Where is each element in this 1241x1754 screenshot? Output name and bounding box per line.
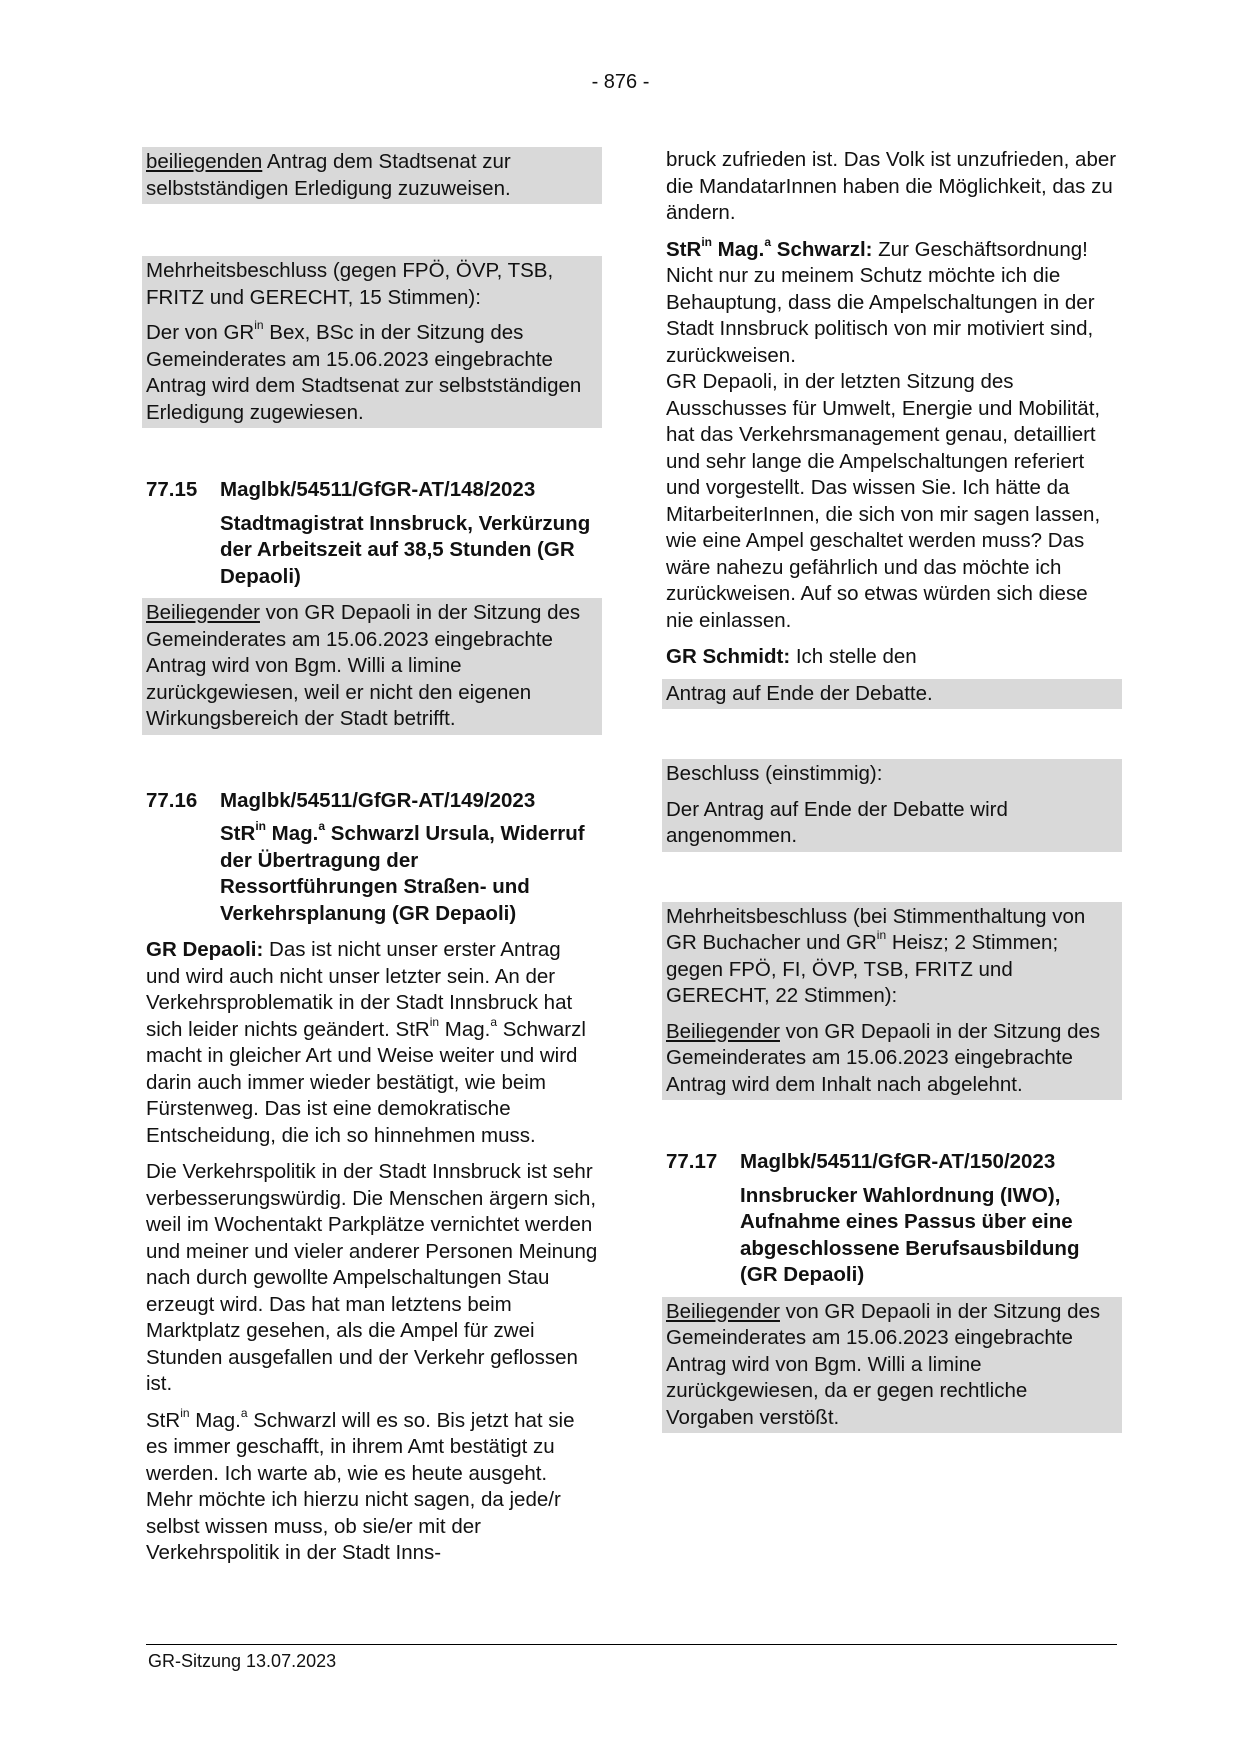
decision-text [666,1299,1118,1432]
superscript: in [429,1014,440,1029]
resolution-heading: Beschluss (einstimmig): [666,762,883,785]
speech-paragraph [666,644,1118,671]
item-number: 77.15 [146,478,198,501]
item-heading [146,477,598,504]
resolution-text [666,1019,1118,1099]
motion-box [142,147,602,204]
underlined-word: beiliegenden [146,150,263,173]
motion-text: Antrag auf Ende der Debatte. [666,681,933,705]
item-code: Maglbk/54511/GfGR-AT/150/2023 [740,1150,1056,1173]
superscript: a [490,1014,498,1029]
text-part: Heisz; 2 Stimmen; gegen FPÖ, FI, ÖVP, TSB, FRITZ und GERECHT, 22 Stimmen): [666,931,1059,1007]
decision-box [662,1297,1122,1434]
motion-text [146,149,598,202]
superscript: a [240,1405,248,1420]
speech-paragraph: bruck zufrieden ist. Das Volk ist unzufrieden, aber die MandatarInnen haben die Möglichkeit, das zu ändern. [666,148,1117,224]
text-part: StR [220,822,256,845]
footer-text: GR-Sitzung 13.07.2023 [148,1651,337,1671]
page-number: - 876 - [591,71,650,93]
item-code: Maglbk/54511/GfGR-AT/149/2023 [220,788,536,812]
resolution-box [662,759,1122,852]
text-part: Schwarzl Ursula, Widerruf der Übertragung der Ressortführungen Straßen- und Verkehrsplanung (GR Depaoli) [220,822,585,925]
speech-paragraph [666,234,1118,370]
speech-paragraph [146,1405,598,1567]
superscript: in [701,234,712,249]
text-part: Mehrheitsbeschluss (bei Stimmenthaltung von GR Buchacher und GR [666,904,1086,954]
text-part: von GR Depaoli in der Sitzung des Gemeinderates am 15.06.2023 eingebrachte Antrag wird dem Inhalt nach abgelehnt. [666,1019,1101,1096]
resolution-heading: Mehrheitsbeschluss (gegen FPÖ, ÖVP, TSB, FRITZ und GERECHT, 15 Stimmen): [146,259,554,309]
speaker [666,234,873,261]
text-part: Ich stelle den [790,645,917,668]
text-part: Mag. [265,822,319,845]
motion-box [662,679,1122,710]
resolution-text [146,320,598,426]
superscript: a [764,234,772,249]
item-title [220,821,598,927]
text-part: Das ist nicht unser erster Antrag und wird auch nicht unser letzter sein. An der Verkehrsproblematik in der Stadt Innsbruck hat sich leider nichts geändert. StR [146,938,573,1041]
resolution-box [142,256,602,428]
decision-rest: von GR Depaoli in der Sitzung des Gemeinderates am 15.06.2023 eingebrachte Antrag wird von Bgm. Willi a limine zurückgewiesen, weil er nicht den eigenen Wirkungsbereich der Stadt betrifft. [146,601,581,730]
speaker: GR Schmidt: [666,645,791,668]
item-number: 77.17 [666,1150,718,1173]
underlined-word: Beiliegender [666,1299,780,1323]
text-part: Zur Geschäftsordnung! Nicht nur zu meinem Schutz möchte ich die Behauptung, dass die Ampelschaltungen in der Stadt Innsbruck politisch von mir motiviert sind, zurückweisen. [666,237,1095,367]
item-number: 77.16 [146,788,198,812]
underlined-word: Beiliegender [666,1019,780,1043]
agenda-item-77-16 [146,788,598,1567]
speech-paragraph: GR Depaoli, in der letzten Sitzung des Ausschusses für Umwelt, Energie und Mobilität, hat das Verkehrsmanagement genau, detailliert und sehr lange die Ampelschaltungen referiert und vorgestellt. Das wissen Sie. Ich hätte da MitarbeiterInnen, die sich von mir sagen lassen, wie eine Ampel geschaltet werden muss? Das wäre nahezu gefährlich und das möchte ich zurückweisen. Auf so etwas würden sich diese nie einlassen. [666,370,1101,632]
left-column [146,147,598,1567]
motion-rest: Antrag dem Stadtsenat zur selbstständigen Erledigung zuzuweisen. [146,150,511,200]
text-part: Mag. [439,1017,491,1041]
item-title: Innsbrucker Wahlordnung (IWO), Aufnahme eines Passus über eine abgeschlossene Berufsausbildung (GR Depaoli) [740,1183,1080,1286]
footer-divider [146,1644,1117,1645]
right-column [666,147,1118,1433]
text-part: Schwarzl macht in gleicher Art und Weise weiter und wird darin auch immer wieder bestätigt, wie beim Fürstenweg. Das ist eine demokratische Entscheidung, die ich so hinnehmen muss. [146,1017,586,1147]
item-code: Maglbk/54511/GfGR-AT/148/2023 [220,478,536,501]
text-part: StR [146,1408,181,1432]
superscript: in [876,928,887,943]
speech-paragraph [146,937,598,1149]
text-part: Mag. [189,1408,241,1432]
decision-box [142,598,602,735]
speech-paragraph: Die Verkehrspolitik in der Stadt Innsbruck ist sehr verbesserungswürdig. Die Menschen ärgern sich, weil im Wochentakt Parkplätze vernichtet werden und meiner und vieler anderer Personen Meinung nach durch gewollte Ampelschaltungen Stau erzeugt wird. Das hat man letztens beim Marktplatz gesehen, als die Ampel für zwei Stunden ausgefallen und der Verkehr geflossen ist. [146,1160,598,1395]
superscript: in [180,1405,190,1420]
underlined-word: Beiliegender [146,601,260,624]
decision-text [146,600,598,733]
superscript: a [318,819,326,834]
item-heading [666,1149,1118,1176]
item-heading [146,788,598,815]
resolution-box [662,902,1122,1101]
resolution-text: Der Antrag auf Ende der Debatte wird angenommen. [666,797,1008,847]
superscript: in [254,318,264,333]
resolution-heading [666,904,1118,1010]
agenda-item-77-17 [666,1149,1118,1433]
text-part: Mag. [711,237,765,261]
text-part: Schwarzl will es so. Bis jetzt hat sie es immer geschafft, in ihrem Amt bestätigt zu werden. Ich warte ab, wie es heute ausgeht. Mehr möchte ich hierzu nicht sagen, da jede/r selbst wissen muss, ob sie/er mit der Verkehrspolitik in der Stadt Inns- [146,1408,575,1564]
text-part: Der von GR [146,321,255,344]
text-part: StR [666,237,702,261]
text-part: Bex, BSc in der Sitzung des Gemeinderates am 15.06.2023 eingebrachte Antrag wird dem Stadtsenat zur selbstständigen Erledigung zugewiesen. [146,321,582,424]
speaker: GR Depaoli: [146,938,264,961]
decision-rest: von GR Depaoli in der Sitzung des Gemeinderates am 15.06.2023 eingebrachte Antrag wird von Bgm. Willi a limine zurückgewiesen, da er gegen rechtliche Vorgaben verstößt. [666,1299,1101,1429]
text-part: Schwarzl: [771,237,873,261]
agenda-item-77-15 [146,477,598,735]
superscript: in [255,819,266,834]
item-title: Stadtmagistrat Innsbruck, Verkürzung der Arbeitszeit auf 38,5 Stunden (GR Depaoli) [220,511,591,588]
